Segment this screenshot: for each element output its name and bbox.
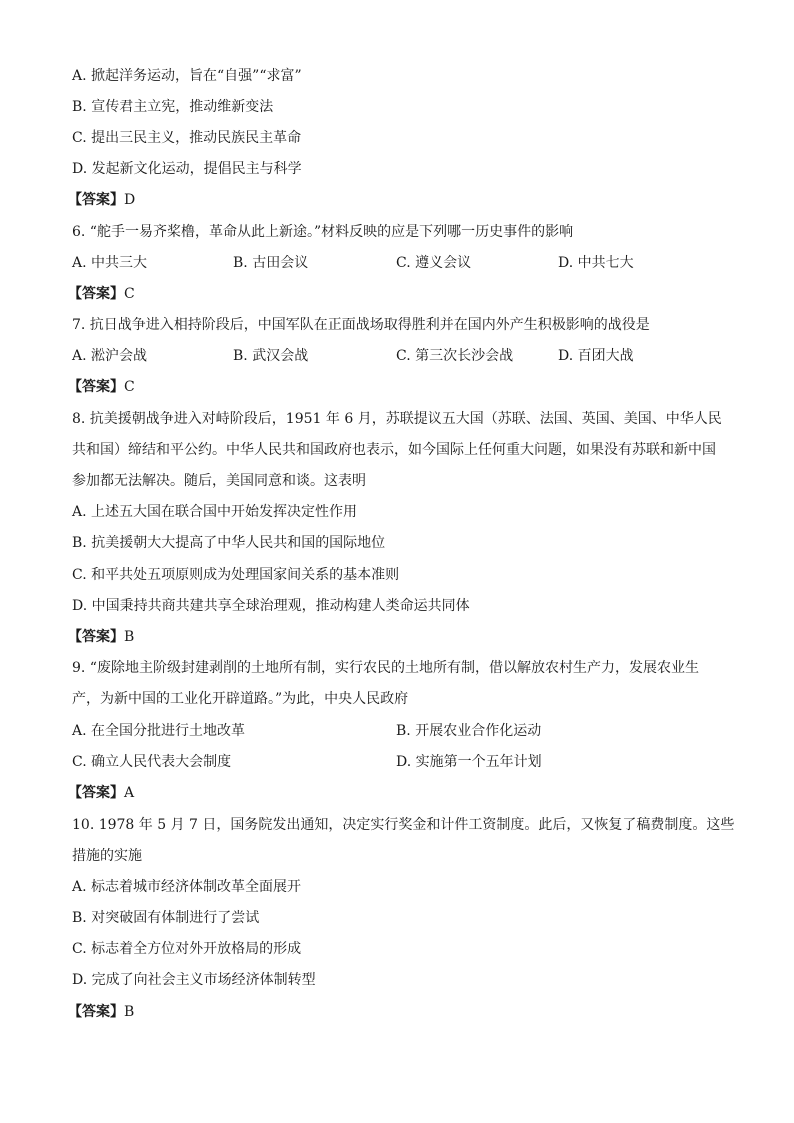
q8-stem-line-2: 共和国）缔结和平公约。中华人民共和国政府也表示，如今国际上任何重大问题，如果没有苏联和新中国 (72, 442, 716, 458)
answer-value: D (124, 192, 136, 208)
q8-option-d: D. 中国秉持共商共建共享全球治理观，推动构建人类命运共同体 (72, 598, 470, 614)
answer-value: C (124, 286, 135, 302)
q6-answer (68, 284, 135, 304)
q6-option-d: D. 中共七大 (558, 255, 634, 271)
q9-stem-line-2: 产，为新中国的工业化开辟道路。”为此，中央人民政府 (72, 691, 409, 707)
q7-option-b: B. 武汉会战 (233, 348, 309, 364)
q10-option-a: A. 标志着城市经济体制改革全面展开 (72, 879, 302, 895)
q10-answer (68, 1002, 134, 1022)
q5-answer (68, 190, 135, 210)
q9-option-a: A. 在全国分批进行土地改革 (72, 723, 246, 739)
q8-option-c: C. 和平共处五项原则成为处理国家间关系的基本准则 (72, 567, 400, 583)
q10-stem-line-1: 10. 1978 年 5 月 7 日，国务院发出通知，决定实行奖金和计件工资制度。此后，又恢复了稿费制度。这些 (72, 817, 735, 833)
q9-stem-line-1: 9. “废除地主阶级封建剥削的土地所有制，实行农民的土地所有制，借以解放农村生产力，发展农业生 (72, 660, 699, 676)
q9-option-d: D. 实施第一个五年计划 (396, 754, 542, 770)
answer-label: 【答案】 (68, 286, 124, 302)
q10-option-c: C. 标志着全方位对外开放格局的形成 (72, 941, 302, 957)
q7-stem: 7. 抗日战争进入相持阶段后，中国军队在正面战场取得胜利并在国内外产生积极影响的战役是 (72, 317, 650, 333)
q8-answer (68, 627, 134, 647)
q6-stem: 6. “舵手一易齐桨橹，革命从此上新途。”材料反映的应是下列哪一历史事件的影响 (72, 224, 574, 240)
answer-value: A (124, 785, 135, 801)
q6-option-a: A. 中共三大 (72, 255, 148, 271)
answer-value: C (124, 379, 135, 395)
q8-option-a: A. 上述五大国在联合国中开始发挥决定性作用 (72, 504, 358, 520)
q7-option-c: C. 第三次长沙会战 (396, 348, 514, 364)
q6-option-c: C. 遵义会议 (396, 255, 472, 271)
q10-option-d: D. 完成了向社会主义市场经济体制转型 (72, 972, 316, 988)
answer-value: B (124, 629, 135, 645)
q7-option-d: D. 百团大战 (558, 348, 634, 364)
q5-option-c: C. 提出三民主义，推动民族民主革命 (72, 130, 302, 146)
q9-option-c: C. 确立人民代表大会制度 (72, 754, 232, 770)
answer-label: 【答案】 (68, 192, 124, 208)
q9-answer (68, 783, 134, 803)
q6-option-b: B. 古田会议 (233, 255, 309, 271)
answer-value: B (124, 1004, 135, 1020)
answer-label: 【答案】 (68, 629, 124, 645)
q7-option-a: A. 淞沪会战 (72, 348, 148, 364)
q8-option-b: B. 抗美援朝大大提高了中华人民共和国的国际地位 (72, 535, 386, 551)
answer-label: 【答案】 (68, 379, 124, 395)
q5-option-d: D. 发起新文化运动，提倡民主与科学 (72, 161, 302, 177)
q7-answer (68, 377, 135, 397)
q10-stem-line-2: 措施的实施 (72, 848, 142, 864)
q5-option-b: B. 宣传君主立宪，推动维新变法 (72, 99, 274, 115)
answer-label: 【答案】 (68, 785, 124, 801)
q8-stem-line-3: 参加都无法解决。随后，美国同意和谈。这表明 (72, 473, 366, 489)
q8-stem-line-1: 8. 抗美援朝战争进入对峙阶段后，1951 年 6 月，苏联提议五大国（苏联、法国、英国、美国、中华人民 (72, 411, 722, 427)
answer-label: 【答案】 (68, 1004, 124, 1020)
q9-option-b: B. 开展农业合作化运动 (396, 723, 542, 739)
q5-option-a: A. 掀起洋务运动，旨在“自强”“求富” (72, 68, 302, 84)
q10-option-b: B. 对突破固有体制进行了尝试 (72, 910, 260, 926)
